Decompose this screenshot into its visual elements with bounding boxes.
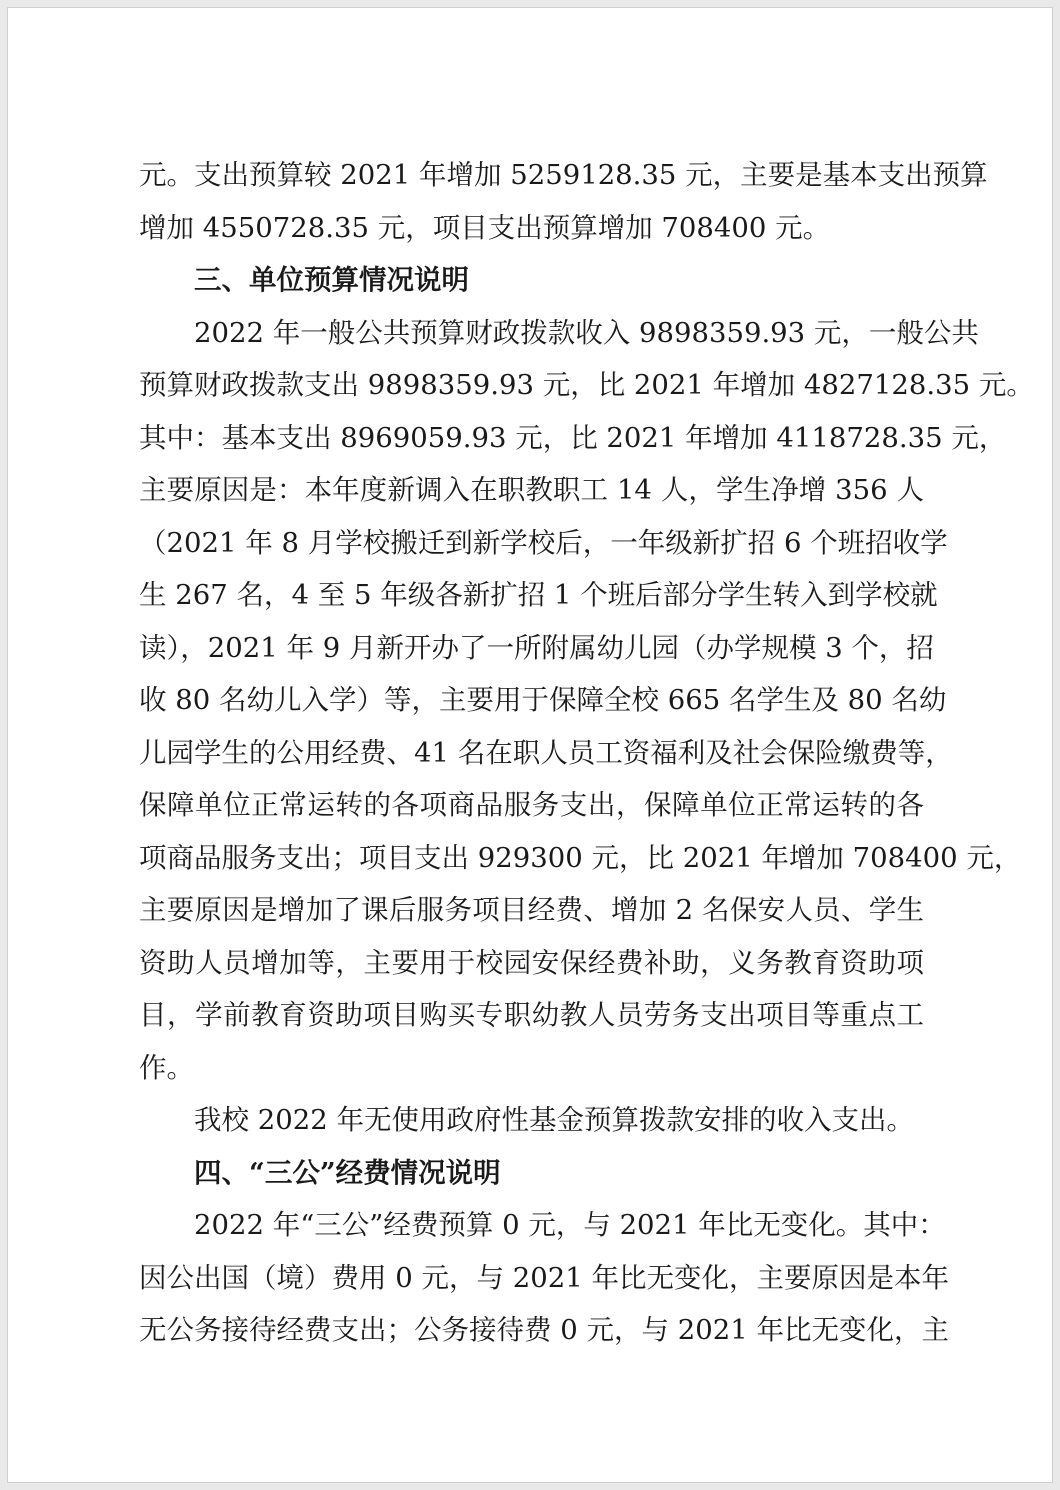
paragraph-line: 元。支出预算较 2021 年增加 5259128.35 元，主要是基本支出预算 — [139, 159, 988, 191]
paragraph-line: 2022 年“三公”经费预算 0 元，与 2021 年比无变化。其中： — [194, 1209, 946, 1241]
section-heading: 三、单位预算情况说明 — [194, 264, 469, 296]
document-body — [139, 149, 1034, 1357]
paragraph-line: 因公出国（境）费用 0 元，与 2021 年比无变化，主要原因是本年 — [139, 1261, 949, 1294]
paragraph-line: 收 80 名幼儿入学）等，主要用于保障全校 665 名学生及 80 名幼 — [139, 684, 947, 716]
document-page — [7, 7, 1053, 1483]
paragraph-line: 儿园学生的公用经费、41 名在职人员工资福利及社会保险缴费等， — [139, 736, 953, 769]
paragraph-line: 作。 — [139, 1051, 194, 1084]
paragraph-line: 读），2021 年 9 月新开办了一所附属幼儿园（办学规模 3 个，招 — [139, 631, 934, 664]
paragraph-line: 2022 年一般公共预算财政拨款收入 9898359.93 元，一般公共 — [194, 316, 979, 349]
paragraph-line: 目，学前教育资助项目购买专职幼教人员劳务支出项目等重点工 — [139, 999, 924, 1031]
paragraph-line: 主要原因是增加了课后服务项目经费、增加 2 名保安人员、学生 — [139, 894, 924, 926]
section-heading: 四、“三公”经费情况说明 — [194, 1156, 501, 1189]
paragraph-line: 资助人员增加等，主要用于校园安保经费补助，义务教育资助项 — [139, 946, 924, 979]
paragraph-line: 生 267 名，4 至 5 年级各新扩招 1 个班后部分学生转入到学校就 — [139, 579, 938, 611]
paragraph-line: 其中：基本支出 8969059.93 元，比 2021 年增加 4118728.35 元， — [139, 421, 1007, 454]
paragraph-line: 项商品服务支出；项目支出 929300 元，比 2021 年增加 708400 元， — [139, 841, 1022, 874]
paragraph-line: 主要原因是：本年度新调入在职教职工 14 人，学生净增 356 人 — [139, 474, 924, 506]
paragraph-line: （2021 年 8 月学校搬迁到新学校后，一年级新扩招 6 个班招收学 — [139, 526, 948, 559]
paragraph-line: 无公务接待经费支出；公务接待费 0 元，与 2021 年比无变化，主 — [139, 1314, 949, 1346]
paragraph-line: 我校 2022 年无使用政府性基金预算拨款安排的收入支出。 — [194, 1104, 914, 1136]
paragraph-line: 保障单位正常运转的各项商品服务支出，保障单位正常运转的各 — [139, 789, 924, 821]
paragraph-line: 增加 4550728.35 元，项目支出预算增加 708400 元。 — [139, 211, 831, 244]
paragraph-line: 预算财政拨款支出 9898359.93 元，比 2021 年增加 4827128.35 元。 — [139, 369, 1034, 401]
